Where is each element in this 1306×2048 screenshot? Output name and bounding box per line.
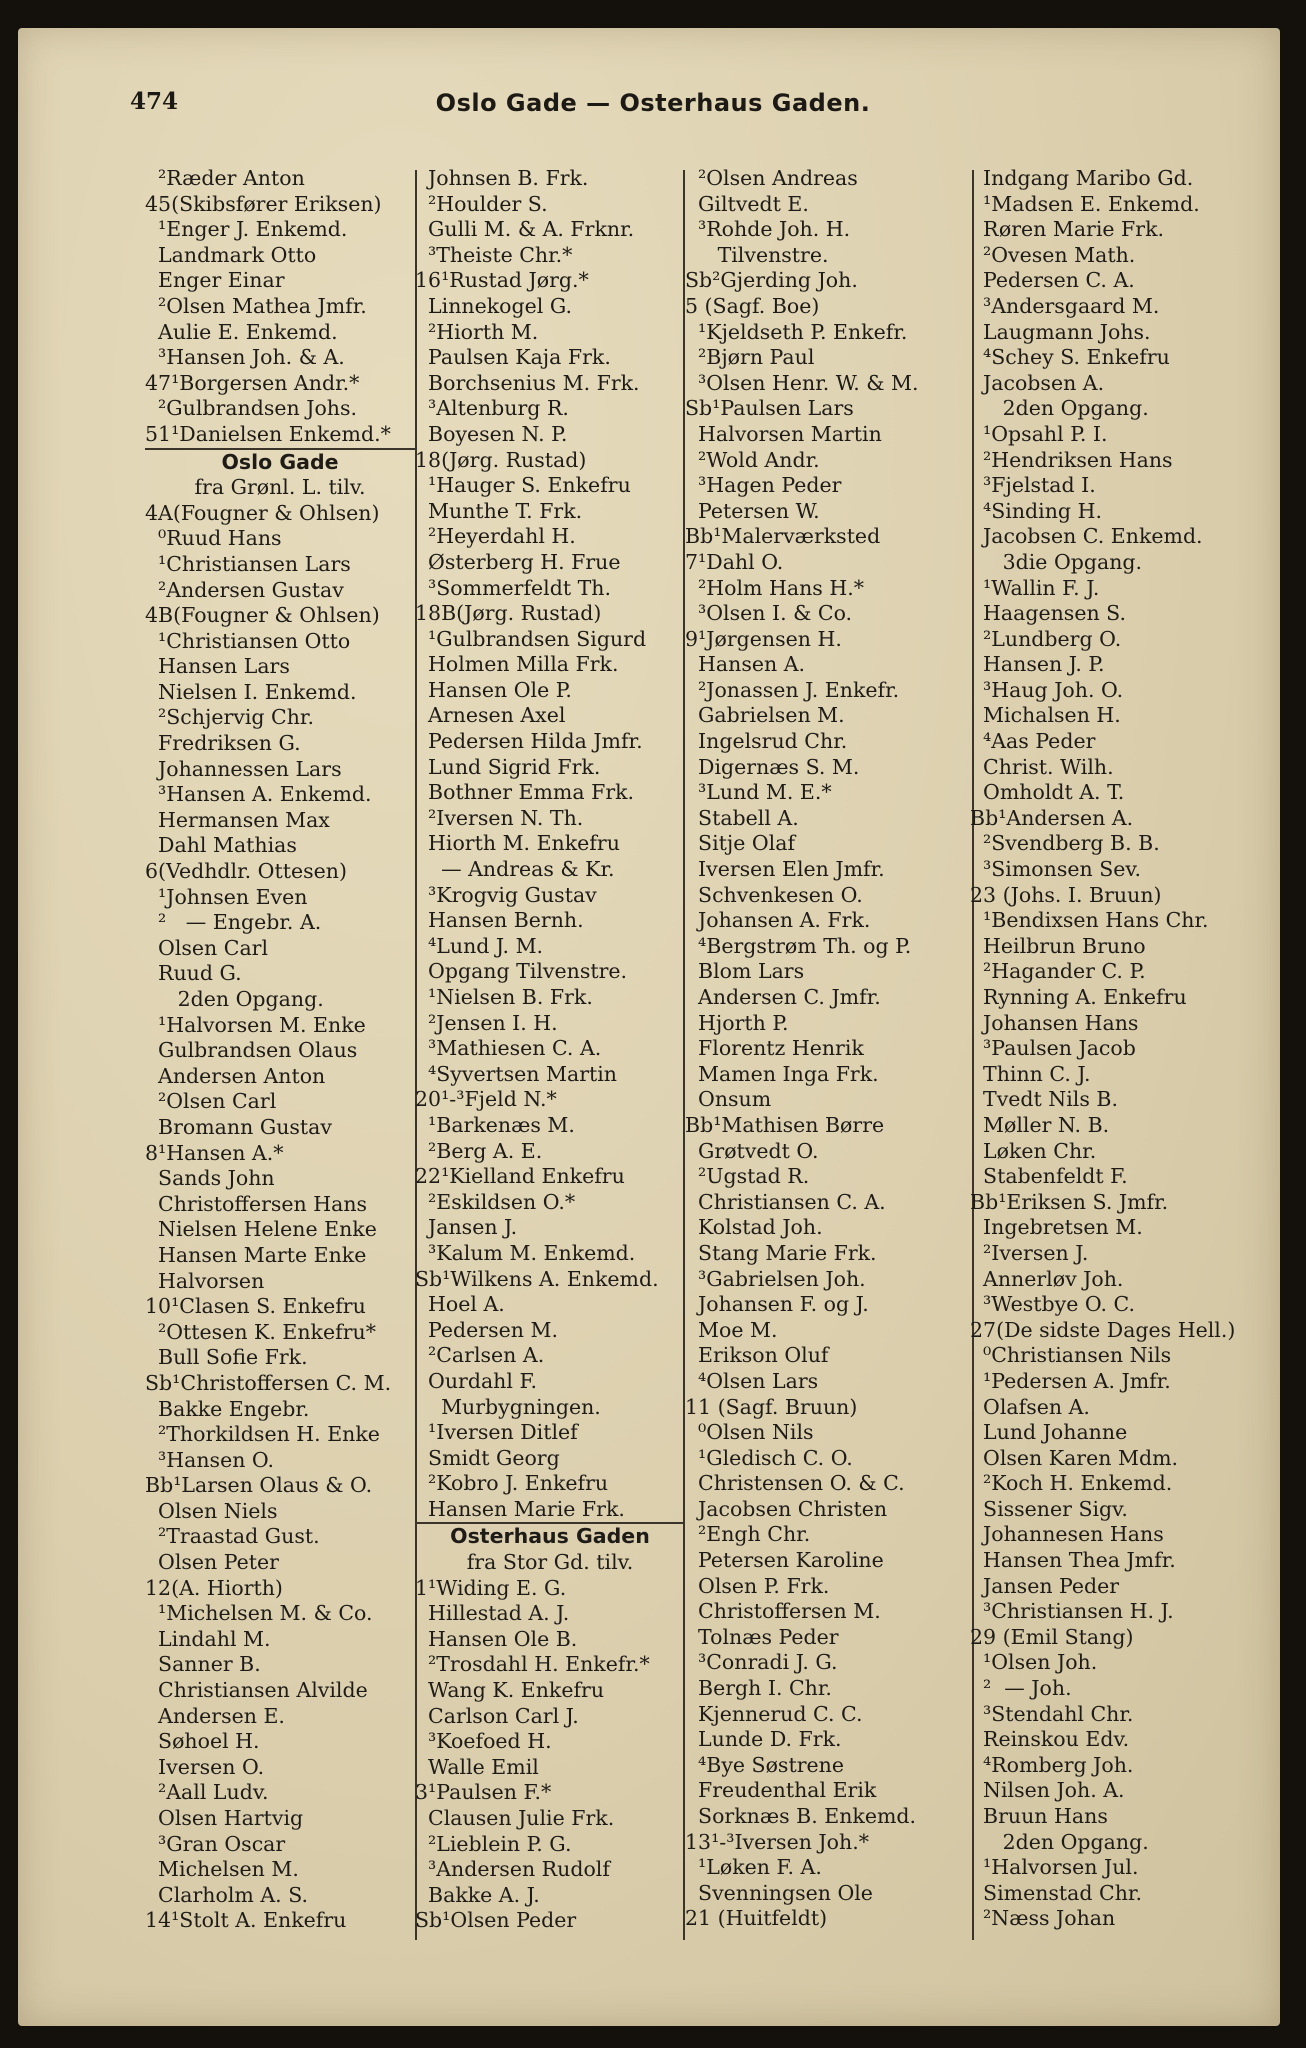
directory-entry: Tvedt Nils B. <box>970 1087 1118 1112</box>
directory-entry: Giltvedt E. <box>685 191 809 216</box>
directory-entry: ²Hiorth M. <box>415 319 539 344</box>
directory-entry: Bb¹Eriksen S. Jmfr. <box>970 1189 1169 1214</box>
directory-entry: ⁴Bye Søstrene <box>685 1752 844 1777</box>
directory-entry: Sb¹Olsen Peder <box>415 1908 577 1933</box>
directory-entry: ²Kobro J. Enkefru <box>415 1471 609 1496</box>
directory-entry: ²Ovesen Math. <box>970 242 1136 267</box>
directory-entry: Bothner Emma Frk. <box>415 780 635 805</box>
directory-entry: ³Simonsen Sev. <box>970 857 1142 882</box>
directory-entry: ³Stendahl Chr. <box>970 1701 1134 1726</box>
directory-entry: ⁴Lund J. M. <box>415 933 544 958</box>
directory-entry: ¹Christiansen Lars <box>145 551 351 576</box>
directory-entry: ³Conradi J. G. <box>685 1650 838 1675</box>
directory-entry: ³Christiansen H. J. <box>970 1599 1174 1624</box>
directory-entry: Olsen Peter <box>145 1550 279 1575</box>
directory-entry: 4A(Fougner & Ohlsen) <box>145 500 380 525</box>
directory-entry: Digernæs S. M. <box>685 754 860 779</box>
page-number: 474 <box>130 88 179 115</box>
directory-entry: ³Olsen Henr. W. & M. <box>685 370 919 395</box>
directory-entry: Hoel A. <box>415 1292 505 1317</box>
directory-entry: ¹Iversen Ditlef <box>415 1420 578 1445</box>
directory-entry: ²Olsen Carl <box>145 1089 277 1114</box>
directory-entry: Hansen Bernh. <box>415 908 584 933</box>
directory-entry: Stabenfeldt F. <box>970 1164 1128 1189</box>
directory-entry: Bull Sofie Frk. <box>145 1345 308 1370</box>
directory-entry: Landmark Otto <box>145 242 317 267</box>
directory-entry: Hansen Marie Frk. <box>415 1496 625 1521</box>
directory-column-3 <box>685 166 970 1932</box>
directory-entry: Erikson Oluf <box>685 1343 829 1368</box>
directory-entry: ²Lundberg O. <box>970 626 1122 651</box>
directory-entry: ²Wold Andr. <box>685 447 820 472</box>
directory-entry: ³Altenburg R. <box>415 396 569 421</box>
directory-column-1 <box>145 166 415 1934</box>
directory-entry: Løken Chr. <box>970 1138 1097 1163</box>
directory-entry: ³Mathiesen C. A. <box>415 1036 602 1061</box>
directory-entry: ³Hansen Joh. & A. <box>145 345 345 370</box>
directory-entry: ²Olsen Mathea Jmfr. <box>145 293 367 318</box>
directory-entry: ¹Gledisch C. O. <box>685 1445 853 1470</box>
directory-entry: Petersen W. <box>685 498 820 523</box>
directory-entry: ²Gulbrandsen Johs. <box>145 396 358 421</box>
directory-entry: Nielsen Helene Enke <box>145 1217 377 1242</box>
directory-entry: Moe M. <box>685 1317 778 1342</box>
directory-entry: 14¹Stolt A. Enkefru <box>145 1908 347 1933</box>
directory-entry: 27(De sidste Dages Hell.) <box>970 1317 1236 1342</box>
directory-entry: 12(A. Hiorth) <box>145 1575 283 1600</box>
directory-entry: Tilvenstre. <box>685 242 829 267</box>
directory-entry: 2den Opgang. <box>970 1829 1149 1854</box>
directory-entry: 20¹-³Fjeld N.* <box>415 1087 557 1112</box>
directory-entry: Halvorsen Martin <box>685 421 882 446</box>
directory-entry: Bb¹Andersen A. <box>970 805 1134 830</box>
directory-entry: Hjorth P. <box>685 1010 789 1035</box>
directory-entry: Halvorsen <box>145 1268 265 1293</box>
directory-entry: ²Andersen Gustav <box>145 577 344 602</box>
directory-entry: Hansen A. <box>685 652 806 677</box>
directory-entry: Olsen Karen Mdm. <box>970 1445 1179 1470</box>
directory-entry: Lindahl M. <box>145 1626 271 1651</box>
directory-entry: Pedersen C. A. <box>970 268 1135 293</box>
directory-entry: ²Jensen I. H. <box>415 1010 558 1035</box>
directory-entry: Indgang Maribo Gd. <box>970 166 1194 190</box>
directory-entry: Røren Marie Frk. <box>970 217 1165 242</box>
directory-entry: ²Engh Chr. <box>685 1522 811 1547</box>
directory-entry: Hansen J. P. <box>970 652 1105 677</box>
directory-entry: 7¹Dahl O. <box>685 549 784 574</box>
directory-entry: ²Iversen J. <box>970 1240 1089 1265</box>
directory-entry: 5 (Sagf. Boe) <box>685 293 820 318</box>
directory-entry: ¹Løken F. A. <box>685 1855 822 1880</box>
directory-entry: Linnekogel G. <box>415 293 572 318</box>
directory-entry: Ingelsrud Chr. <box>685 729 848 754</box>
directory-entry: Johansen F. og J. <box>685 1292 869 1317</box>
directory-entry: Ourdahl F. <box>415 1368 538 1393</box>
directory-entry: 1¹Widing E. G. <box>415 1575 567 1600</box>
street-subheading: fra Grønl. L. tilv. <box>194 475 366 500</box>
directory-entry: ¹Halvorsen M. Enke <box>145 1012 366 1037</box>
directory-entry: Pedersen M. <box>415 1317 558 1342</box>
directory-entry: Bruun Hans <box>970 1804 1108 1828</box>
directory-entry: ²Næss Johan <box>970 1906 1116 1931</box>
street-subheading: fra Stor Gd. tilv. <box>466 1550 634 1575</box>
directory-entry: ¹Pedersen A. Jmfr. <box>970 1368 1171 1393</box>
directory-entry: Hansen Ole B. <box>415 1626 578 1651</box>
directory-column-4 <box>970 166 1260 1932</box>
directory-entry: Schvenkesen O. <box>685 882 863 907</box>
directory-entry: Johannesen Hans <box>970 1522 1164 1547</box>
directory-entry: Hermansen Max <box>145 807 330 832</box>
directory-entry: Clarholm A. S. <box>145 1882 309 1907</box>
directory-entry: Svenningsen Ole <box>685 1880 873 1905</box>
street-heading: Oslo Gade <box>145 448 415 476</box>
directory-entry: ⁴Aas Peder <box>970 729 1096 754</box>
directory-entry: ²Svendberg B. B. <box>970 831 1160 856</box>
directory-entry: Jansen Peder <box>970 1573 1120 1598</box>
directory-entry: Andersen E. <box>145 1703 285 1728</box>
directory-entry: 6(Vedhdlr. Ottesen) <box>145 859 347 884</box>
directory-entry: ³Hansen O. <box>145 1447 275 1472</box>
directory-entry: Christoffersen M. <box>685 1599 881 1624</box>
directory-entry: Hansen Marte Enke <box>145 1242 367 1267</box>
directory-entry: ³Kalum M. Enkemd. <box>415 1240 636 1265</box>
directory-entry: ³Gabrielsen Joh. <box>685 1266 866 1291</box>
directory-entry: ³Krogvig Gustav <box>415 882 597 907</box>
directory-entry: ²Aall Ludv. <box>145 1780 269 1805</box>
directory-entry: Christ. Wilh. <box>970 754 1114 779</box>
directory-entry: Michelsen M. <box>145 1857 299 1882</box>
directory-entry: 3¹Paulsen F.* <box>415 1780 552 1805</box>
directory-entry: Jacobsen C. Enkemd. <box>970 524 1203 549</box>
directory-entry: — Andreas & Kr. <box>415 857 615 882</box>
directory-entry: Andersen C. Jmfr. <box>685 985 881 1009</box>
directory-entry: Ruud G. <box>145 961 242 986</box>
directory-entry: Freudenthal Erik <box>685 1778 877 1803</box>
directory-entry: Sanner B. <box>145 1652 261 1677</box>
directory-entry: ⁴Romberg Joh. <box>970 1752 1134 1777</box>
directory-entry: 13¹-³Iversen Joh.* <box>685 1829 869 1854</box>
directory-entry: Bakke A. J. <box>415 1882 540 1907</box>
directory-entry: ² — Joh. <box>970 1676 1072 1701</box>
directory-entry: Christiansen C. A. <box>685 1189 886 1214</box>
directory-entry: Jacobsen A. <box>970 370 1105 395</box>
directory-entry: ²Traastad Gust. <box>145 1524 320 1549</box>
directory-entry: Møller N. B. <box>970 1112 1110 1137</box>
directory-entry: Laugmann Johs. <box>970 319 1151 344</box>
directory-entry: Stabell A. <box>685 805 799 830</box>
directory-entry: Johansen A. Frk. <box>685 908 871 933</box>
directory-entry: ²Holm Hans H.* <box>685 575 864 600</box>
directory-entry: ³Theiste Chr.* <box>415 242 573 267</box>
directory-entry: Mamen Inga Frk. <box>685 1061 879 1086</box>
directory-entry: 10¹Clasen S. Enkefru <box>145 1294 366 1319</box>
directory-entry: Simenstad Chr. <box>970 1880 1142 1905</box>
directory-entry: ⁴Schey S. Enkefru <box>970 345 1170 370</box>
directory-entry: ¹Olsen Joh. <box>970 1650 1098 1675</box>
directory-entry: 18(Jørg. Rustad) <box>415 447 587 472</box>
directory-entry: Blom Lars <box>685 959 805 984</box>
directory-entry: 47¹Borgersen Andr.* <box>145 370 360 395</box>
directory-entry: Sb²Gjerding Joh. <box>685 268 858 293</box>
directory-entry: Sb¹Christoffersen C. M. <box>145 1370 392 1395</box>
directory-entry: ¹Hauger S. Enkefru <box>415 473 631 498</box>
directory-entry: Lunde D. Frk. <box>685 1727 842 1752</box>
directory-entry: Bergh I. Chr. <box>685 1676 832 1701</box>
directory-entry: Carlson Carl J. <box>415 1703 579 1728</box>
directory-entry: Østerberg H. Frue <box>415 549 621 574</box>
directory-entry: Jacobsen Christen <box>685 1496 888 1521</box>
directory-entry: Olsen Hartvig <box>145 1806 304 1830</box>
directory-entry: Borchsenius M. Frk. <box>415 370 640 395</box>
directory-entry: 9¹Jørgensen H. <box>685 626 842 651</box>
directory-entry: Sb¹Paulsen Lars <box>685 396 854 421</box>
directory-entry: Johannessen Lars <box>145 756 342 781</box>
directory-entry: Sissener Sigv. <box>970 1496 1128 1521</box>
directory-entry: Nielsen I. Enkemd. <box>145 679 357 704</box>
directory-entry: 18B(Jørg. Rustad) <box>415 601 602 626</box>
directory-entry: ³Sommerfeldt Th. <box>415 575 611 600</box>
directory-entry: Sorknæs B. Enkemd. <box>685 1804 917 1828</box>
directory-entry: Annerløv Joh. <box>970 1266 1124 1291</box>
directory-entry: Kjennerud C. C. <box>685 1701 863 1726</box>
directory-entry: Boyesen N. P. <box>415 421 568 446</box>
directory-entry: Olsen Niels <box>145 1498 278 1523</box>
directory-entry: ²Ræder Anton <box>145 166 305 190</box>
directory-entry: ¹Wallin F. J. <box>970 575 1100 600</box>
directory-entry: Opgang Tilvenstre. <box>415 959 628 984</box>
directory-entry: Bb¹Larsen Olaus & O. <box>145 1473 373 1498</box>
directory-entry: 16¹Rustad Jørg.* <box>415 268 589 293</box>
directory-entry: ⁰Christiansen Nils <box>970 1343 1172 1368</box>
directory-entry: Dahl Mathias <box>145 833 297 858</box>
directory-entry: Reinskou Edv. <box>970 1727 1130 1752</box>
directory-entry: ¹Christiansen Otto <box>145 628 351 653</box>
directory-entry: ²Trosdahl H. Enkefr.* <box>415 1652 650 1677</box>
directory-entry: ³Gran Oscar <box>145 1831 286 1856</box>
directory-entry: Petersen Karoline <box>685 1548 884 1573</box>
directory-entry: Heilbrun Bruno <box>970 933 1146 958</box>
directory-entry: ⁰Olsen Nils <box>685 1420 814 1445</box>
directory-entry: Hansen Ole P. <box>415 677 572 702</box>
directory-entry: Bakke Engebr. <box>145 1396 310 1421</box>
directory-entry: ²Lieblein P. G. <box>415 1831 572 1856</box>
directory-entry: 2den Opgang. <box>145 987 324 1011</box>
directory-entry: Arnesen Axel <box>415 703 566 728</box>
street-heading: Osterhaus Gaden <box>415 1522 685 1550</box>
directory-entry: ²Schjervig Chr. <box>145 705 314 730</box>
directory-entry: ¹Johnsen Even <box>145 884 308 909</box>
directory-entry: Christoffersen Hans <box>145 1191 368 1216</box>
directory-entry: Florentz Henrik <box>685 1036 864 1061</box>
directory-entry: Stang Marie Frk. <box>685 1240 877 1265</box>
directory-entry: ²Iversen N. Th. <box>415 805 584 830</box>
directory-entry: 4B(Fougner & Ohlsen) <box>145 603 380 628</box>
directory-entry: Sands John <box>145 1166 275 1191</box>
directory-entry: ²Jonassen J. Enkefr. <box>685 677 900 702</box>
directory-entry: ³Andersgaard M. <box>970 293 1160 318</box>
directory-entry: Haagensen S. <box>970 601 1127 626</box>
directory-entry: ³Koefoed H. <box>415 1729 552 1754</box>
directory-entry: ³Westbye O. C. <box>970 1292 1136 1317</box>
directory-entry: Johansen Hans <box>970 1010 1139 1035</box>
directory-entry: ²Koch H. Enkemd. <box>970 1471 1173 1496</box>
directory-entry: ³Rohde Joh. H. <box>685 217 851 242</box>
directory-entry: Aulie E. Enkemd. <box>145 319 338 344</box>
directory-entry: ¹Michelsen M. & Co. <box>145 1601 373 1626</box>
directory-entry: ³Andersen Rudolf <box>415 1857 610 1882</box>
directory-entry: ³Olsen I. & Co. <box>685 601 853 626</box>
directory-entry: ² — Engebr. A. <box>145 910 322 935</box>
directory-entry: ¹Bendixsen Hans Chr. <box>970 908 1209 933</box>
directory-entry: ³Hansen A. Enkemd. <box>145 782 372 807</box>
directory-entry: ²Eskildsen O.* <box>415 1189 576 1214</box>
directory-entry: ¹Kjeldseth P. Enkefr. <box>685 319 908 344</box>
directory-entry: Kolstad Joh. <box>685 1215 823 1240</box>
directory-entry: ²Heyerdahl H. <box>415 524 576 549</box>
directory-entry: ²Hagander C. P. <box>970 959 1146 984</box>
directory-entry: 2den Opgang. <box>970 396 1149 421</box>
directory-entry: Smidt Georg <box>415 1445 560 1470</box>
directory-entry: ³Hagen Peder <box>685 473 842 498</box>
directory-entry: Clausen Julie Frk. <box>415 1806 615 1830</box>
directory-entry: Søhoel H. <box>145 1729 260 1754</box>
directory-entry: ¹Barkenæs M. <box>415 1112 575 1137</box>
directory-entry: Hiorth M. Enkefru <box>415 831 620 856</box>
directory-entry: Bb¹Mathisen Børre <box>685 1112 885 1137</box>
directory-entry: ¹Halvorsen Jul. <box>970 1855 1139 1880</box>
directory-entry: Olsen P. Frk. <box>685 1573 830 1598</box>
directory-entry: Rynning A. Enkefru <box>970 985 1187 1009</box>
directory-entry: Wang K. Enkefru <box>415 1678 605 1703</box>
directory-entry: Thinn C. J. <box>970 1061 1091 1086</box>
directory-entry: 8¹Hansen A.* <box>145 1140 284 1165</box>
directory-entry: Grøtvedt O. <box>685 1138 819 1163</box>
directory-entry: Hillestad A. J. <box>415 1601 570 1626</box>
directory-entry: Fredriksen G. <box>145 731 301 756</box>
directory-entry: Hansen Thea Jmfr. <box>970 1548 1176 1573</box>
directory-entry: Sitje Olaf <box>685 831 796 856</box>
directory-entry: Gabrielsen M. <box>685 703 845 728</box>
directory-entry: Paulsen Kaja Frk. <box>415 345 611 370</box>
directory-entry: Iversen Elen Jmfr. <box>685 857 885 882</box>
directory-entry: Lund Sigrid Frk. <box>415 754 601 779</box>
page-title: Oslo Gade — Osterhaus Gaden. <box>435 89 871 117</box>
directory-entry: ²Olsen Andreas <box>685 166 858 190</box>
directory-entry: Christensen O. & C. <box>685 1471 905 1496</box>
directory-entry: ³Haug Joh. O. <box>970 677 1124 702</box>
directory-entry: Gulbrandsen Olaus <box>145 1038 358 1063</box>
directory-entry: Murbygningen. <box>415 1394 601 1419</box>
directory-entry: ⁴Olsen Lars <box>685 1368 819 1393</box>
directory-entry: Andersen Anton <box>145 1063 326 1088</box>
directory-entry: ¹Nielsen B. Frk. <box>415 985 593 1009</box>
directory-entry: 23 (Johs. I. Bruun) <box>970 882 1162 907</box>
directory-entry: ²Bjørn Paul <box>685 345 815 370</box>
directory-entry: ³Paulsen Jacob <box>970 1036 1136 1061</box>
directory-entry: ⁴Sinding H. <box>970 498 1102 523</box>
directory-entry: Christiansen Alvilde <box>145 1678 368 1703</box>
directory-entry: ¹Gulbrandsen Sigurd <box>415 626 647 651</box>
directory-entry: Bb¹Malerværksted <box>685 524 881 549</box>
directory-entry: Holmen Milla Frk. <box>415 652 619 677</box>
directory-entry: ²Houlder S. <box>415 191 548 216</box>
directory-entry: 51¹Danielsen Enkemd.* <box>145 421 391 446</box>
directory-entry: ⁰Ruud Hans <box>145 526 282 551</box>
directory-entry: ²Ottesen K. Enkefru* <box>145 1319 376 1344</box>
directory-entry: Enger Einar <box>145 268 285 293</box>
directory-entry: ⁴Bergstrøm Th. og P. <box>685 933 912 958</box>
directory-entry: 45(Skibsfører Eriksen) <box>145 191 382 216</box>
directory-entry: ³Fjelstad I. <box>970 473 1096 498</box>
directory-entry: Hansen Lars <box>145 654 290 679</box>
directory-entry: ²Ugstad R. <box>685 1164 810 1189</box>
directory-entry: ³Lund M. E.* <box>685 780 832 805</box>
directory-entry: Bromann Gustav <box>145 1114 332 1139</box>
directory-entry: 21 (Huitfeldt) <box>685 1906 828 1931</box>
directory-entry: ⁴Syvertsen Martin <box>415 1061 618 1086</box>
directory-entry: Omholdt A. T. <box>970 780 1125 805</box>
directory-column-2 <box>415 166 685 1934</box>
directory-entry: Tolnæs Peder <box>685 1624 839 1649</box>
directory-entry: ¹Enger J. Enkemd. <box>145 217 348 242</box>
directory-entry: Johnsen B. Frk. <box>415 166 589 190</box>
directory-entry: Lund Johanne <box>970 1420 1128 1445</box>
directory-entry: Pedersen Hilda Jmfr. <box>415 729 643 754</box>
directory-entry: Ingebretsen M. <box>970 1215 1143 1240</box>
directory-entry: ²Berg A. E. <box>415 1138 543 1163</box>
directory-entry: Iversen O. <box>145 1754 265 1779</box>
directory-entry: Olsen Carl <box>145 935 269 960</box>
directory-entry: ¹Madsen E. Enkemd. <box>970 191 1200 216</box>
directory-entry: Nilsen Joh. A. <box>970 1778 1125 1803</box>
directory-entry: Walle Emil <box>415 1754 539 1779</box>
directory-entry: ²Carlsen A. <box>415 1343 545 1368</box>
directory-entry: ¹Opsahl P. I. <box>970 421 1108 446</box>
directory-entry: Michalsen H. <box>970 703 1121 728</box>
directory-entry: Munthe T. Frk. <box>415 498 583 523</box>
directory-entry: 3die Opgang. <box>970 549 1143 574</box>
directory-entry: Jansen J. <box>415 1215 518 1240</box>
directory-entry: 22¹Kielland Enkefru <box>415 1164 625 1189</box>
directory-entry: Gulli M. & A. Frknr. <box>415 217 635 242</box>
directory-entry: ²Thorkildsen H. Enke <box>145 1422 380 1447</box>
directory-entry: Sb¹Wilkens A. Enkemd. <box>415 1266 659 1291</box>
directory-entry: Olafsen A. <box>970 1394 1090 1419</box>
directory-entry: 29 (Emil Stang) <box>970 1624 1134 1649</box>
directory-entry: ²Hendriksen Hans <box>970 447 1173 472</box>
directory-entry: 11 (Sagf. Bruun) <box>685 1394 858 1419</box>
directory-entry: Onsum <box>685 1087 772 1112</box>
